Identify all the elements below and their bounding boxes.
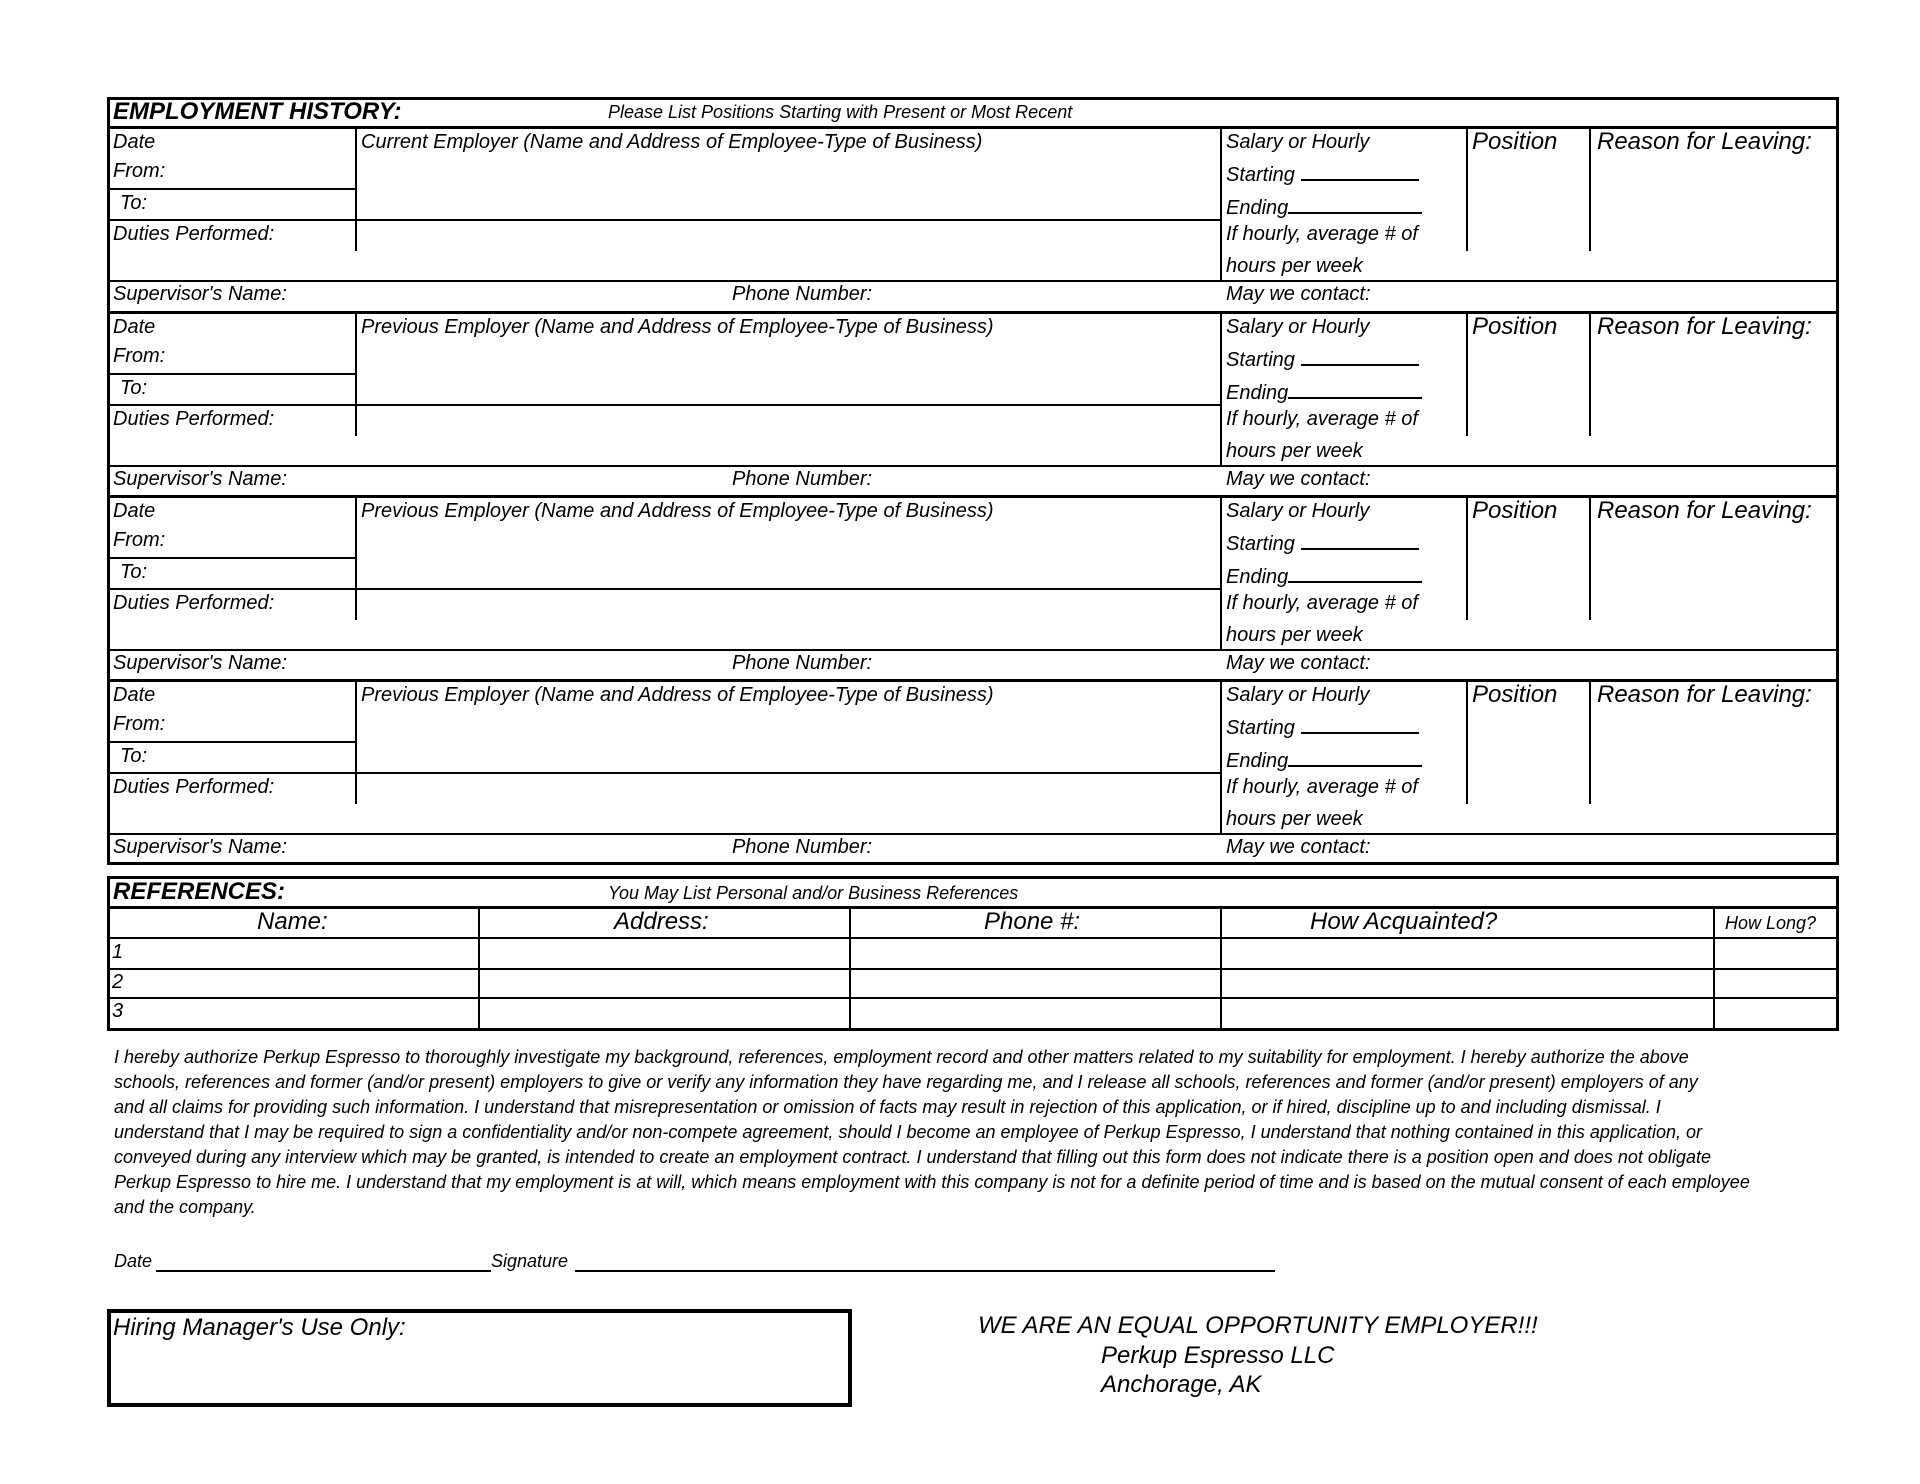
- ref-col-how-long: How Long?: [1725, 913, 1817, 933]
- starting-label: Starting: [1226, 714, 1419, 738]
- ref-col-phone: Phone #:: [984, 908, 1081, 935]
- company-location: Anchorage, AK: [1101, 1371, 1262, 1398]
- date-label: Date: [113, 131, 156, 153]
- reason-field[interactable]: [1591, 341, 1837, 434]
- hourly-label: If hourly, average # of: [1226, 408, 1418, 430]
- phone-label: Phone Number:: [732, 468, 873, 490]
- references-title: REFERENCES:: [113, 878, 286, 905]
- date-label: Date: [113, 316, 156, 338]
- contact-label: May we contact:: [1226, 283, 1371, 305]
- ref-row-number: 2: [112, 971, 124, 993]
- position-label: Position: [1472, 128, 1558, 155]
- position-label: Position: [1472, 497, 1558, 524]
- to-label: To:: [120, 561, 148, 583]
- ref-row-number: 3: [112, 1000, 124, 1022]
- reason-field[interactable]: [1591, 156, 1837, 249]
- employment-history-title: EMPLOYMENT HISTORY:: [113, 98, 402, 125]
- ref-col-how-acquainted: How Acquainted?: [1310, 908, 1498, 935]
- date-label: Date: [113, 500, 156, 522]
- supervisor-label: Supervisor's Name:: [113, 468, 287, 490]
- to-label: To:: [120, 377, 148, 399]
- position-field[interactable]: [1468, 341, 1587, 434]
- ending-label: Ending: [1226, 747, 1422, 771]
- duties-label: Duties Performed:: [113, 776, 275, 798]
- salary-label: Salary or Hourly: [1226, 131, 1370, 153]
- hourly-label: If hourly, average # of: [1226, 592, 1418, 614]
- reference-cell[interactable]: [123, 939, 478, 966]
- starting-blank[interactable]: [1301, 161, 1419, 181]
- supervisor-label: Supervisor's Name:: [113, 283, 287, 305]
- reason-field[interactable]: [1591, 709, 1837, 802]
- starting-blank[interactable]: [1301, 346, 1419, 366]
- reference-cell[interactable]: [123, 999, 478, 1026]
- from-label: From:: [113, 345, 166, 367]
- employer-field[interactable]: [357, 523, 1219, 587]
- from-label: From:: [113, 713, 166, 735]
- ref-col-name: Name:: [257, 908, 328, 935]
- employer-field[interactable]: [357, 707, 1219, 771]
- salary-label: Salary or Hourly: [1226, 684, 1370, 706]
- reason-field[interactable]: [1591, 525, 1837, 618]
- from-label: From:: [113, 160, 166, 182]
- signature-line[interactable]: [575, 1270, 1275, 1272]
- ending-blank[interactable]: [1288, 747, 1422, 767]
- salary-label: Salary or Hourly: [1226, 316, 1370, 338]
- duties-label: Duties Performed:: [113, 223, 275, 245]
- duties-field[interactable]: [109, 246, 1219, 278]
- hours-per-week-label: hours per week: [1226, 255, 1363, 277]
- phone-label: Phone Number:: [732, 652, 873, 674]
- reason-label: Reason for Leaving:: [1597, 681, 1812, 708]
- position-label: Position: [1472, 681, 1558, 708]
- ref-col-address: Address:: [614, 908, 709, 935]
- hourly-label: If hourly, average # of: [1226, 223, 1418, 245]
- employer-label: Previous Employer (Name and Address of Employee-Type of Business): [361, 500, 994, 522]
- duties-label: Duties Performed:: [113, 592, 275, 614]
- starting-blank[interactable]: [1301, 714, 1419, 734]
- reference-cell[interactable]: [1236, 999, 1713, 1026]
- employer-label: Current Employer (Name and Address of Employee-Type of Business): [361, 131, 983, 153]
- phone-label: Phone Number:: [732, 283, 873, 305]
- position-field[interactable]: [1468, 709, 1587, 802]
- supervisor-label: Supervisor's Name:: [113, 836, 287, 858]
- starting-label: Starting: [1226, 346, 1419, 370]
- reference-cell[interactable]: [494, 999, 849, 1026]
- reference-cell[interactable]: [865, 970, 1220, 997]
- company-name: Perkup Espresso LLC: [1101, 1342, 1335, 1369]
- eoe-statement: WE ARE AN EQUAL OPPORTUNITY EMPLOYER!!!: [978, 1312, 1538, 1339]
- reference-cell[interactable]: [494, 939, 849, 966]
- employment-history-note: Please List Positions Starting with Present or Most Recent: [608, 102, 1073, 122]
- reference-cell[interactable]: [865, 999, 1220, 1026]
- starting-label: Starting: [1226, 161, 1419, 185]
- contact-label: May we contact:: [1226, 836, 1371, 858]
- reference-cell[interactable]: [1236, 939, 1713, 966]
- ending-blank[interactable]: [1288, 194, 1422, 214]
- from-label: From:: [113, 529, 166, 551]
- duties-field[interactable]: [109, 431, 1219, 463]
- phone-label: Phone Number:: [732, 836, 873, 858]
- hours-per-week-label: hours per week: [1226, 624, 1363, 646]
- employer-field[interactable]: [357, 339, 1219, 403]
- date-line[interactable]: [156, 1270, 491, 1272]
- supervisor-label: Supervisor's Name:: [113, 652, 287, 674]
- ending-label: Ending: [1226, 563, 1422, 587]
- references-note: You May List Personal and/or Business References: [608, 883, 1019, 903]
- employer-label: Previous Employer (Name and Address of Employee-Type of Business): [361, 684, 994, 706]
- reference-cell[interactable]: [123, 970, 478, 997]
- starting-blank[interactable]: [1301, 530, 1419, 550]
- to-label: To:: [120, 745, 148, 767]
- starting-label: Starting: [1226, 530, 1419, 554]
- employer-label: Previous Employer (Name and Address of Employee-Type of Business): [361, 316, 994, 338]
- reference-cell[interactable]: [494, 970, 849, 997]
- date-label: Date: [114, 1251, 153, 1271]
- hours-per-week-label: hours per week: [1226, 440, 1363, 462]
- signature-label: Signature: [491, 1251, 569, 1271]
- duties-label: Duties Performed:: [113, 408, 275, 430]
- position-label: Position: [1472, 313, 1558, 340]
- salary-label: Salary or Hourly: [1226, 500, 1370, 522]
- hourly-label: If hourly, average # of: [1226, 776, 1418, 798]
- reference-cell[interactable]: [1236, 970, 1713, 997]
- ending-label: Ending: [1226, 194, 1422, 218]
- ref-row-number: 1: [112, 941, 124, 963]
- ending-blank[interactable]: [1288, 563, 1422, 583]
- reference-cell[interactable]: [1729, 999, 1837, 1026]
- authorization-text: I hereby authorize Perkup Espresso to thoroughly investigate my background, references, employment record and other matters related to my suitability for employment. I hereby authorize the above schools, references and former (and/or present) employers to give or verify any information they have regarding me, and I release all schools, references and former (and/or present) employers of any and all claims for providing such information. I understand that misrepresentation or omission of facts may result in rejection of this application, or if hired, discipline up to and including dismissal. I understand that I may be required to sign a confidentiality and/or non-compete agreement, should I become an employee of Perkup Espresso, I understand that nothing contained in this application, or conveyed during any interview which may be granted, is intended to create an employment contract. I understand that filling out this form does not indicate there is a position open and does not obligate Perkup Espresso to hire me. I understand that my employment is at will, which means employment with this company is not for a definite period of time and is based on the mutual consent of each employee and the company.: [114, 1047, 1750, 1217]
- position-field[interactable]: [1468, 156, 1587, 249]
- duties-field[interactable]: [109, 799, 1219, 831]
- to-label: To:: [120, 192, 148, 214]
- duties-field[interactable]: [109, 615, 1219, 647]
- contact-label: May we contact:: [1226, 652, 1371, 674]
- reference-cell[interactable]: [865, 939, 1220, 966]
- hours-per-week-label: hours per week: [1226, 808, 1363, 830]
- employer-field[interactable]: [357, 154, 1219, 218]
- date-label: Date: [113, 684, 156, 706]
- contact-label: May we contact:: [1226, 468, 1371, 490]
- reason-label: Reason for Leaving:: [1597, 128, 1812, 155]
- hiring-manager-label: Hiring Manager's Use Only:: [113, 1314, 406, 1341]
- reference-cell[interactable]: [1729, 939, 1837, 966]
- reason-label: Reason for Leaving:: [1597, 313, 1812, 340]
- position-field[interactable]: [1468, 525, 1587, 618]
- ending-blank[interactable]: [1288, 379, 1422, 399]
- reason-label: Reason for Leaving:: [1597, 497, 1812, 524]
- ending-label: Ending: [1226, 379, 1422, 403]
- reference-cell[interactable]: [1729, 970, 1837, 997]
